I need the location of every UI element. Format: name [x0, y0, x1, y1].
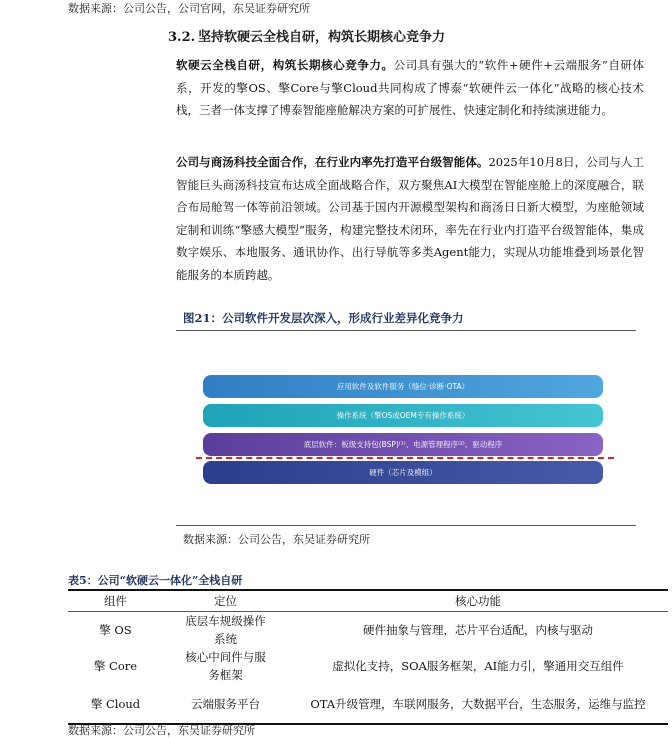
layer-low-level-software: 底层软件：板级支持包(BSP)⁽¹⁾、电源管理程序⁽²⁾、驱动程序	[203, 433, 603, 456]
table-header-row	[68, 590, 668, 611]
table-row	[68, 611, 668, 648]
cell-positioning	[163, 648, 288, 684]
paragraph-body: 2025年10月8日，公司与人工智能巨头商汤科技宣布达成全面战略合作，双方聚焦AI大模型在智能座舱上的深度融合，联合布局舱驾一体等前沿领域。公司基于国内开源模型架构和商汤日日新大模型，为座舱领域定制和训练“擎感大模型”服务，构建完整技术闭环，率先在行业内打造平台级智能体，集成数字娱乐、本地服务、通讯协作、出行导航等多类Agent能力，实现从功能堆叠到场景化智能服务的本质跨越。	[176, 155, 645, 282]
layer-os: 操作系统（擎OS或OEM专有操作系统）	[203, 404, 603, 427]
table-row	[68, 648, 668, 684]
cell-core-function	[288, 648, 668, 684]
paragraph-body: 公司具有强大的“软件+硬件+云端服务”自研体系，开发的擎OS、擎Core与擎Cloud共同构成了博泰“软硬件云一体化”战略的核心技术栈，三者一体支撑了博泰智能座舱解决方案的可扩展性、快速定制化和持续演进能力。	[176, 58, 645, 117]
section-title: 坚持软硬云全栈自研，构筑长期核心竞争力	[198, 30, 446, 45]
hardware-software-divider	[196, 457, 614, 459]
paragraph-sensetime	[176, 151, 644, 286]
cell-core-function-text: 虚拟化支持，SOA服务框架，AI能力引，擎通用交互组件	[332, 659, 624, 673]
section-number: 3.2.	[168, 30, 196, 45]
layer-hardware: 硬件（芯片及模组）	[203, 461, 603, 484]
figure-title: 图21：公司软件开发层次深入，形成行业差异化竞争力	[183, 311, 464, 325]
header-component: 组件	[104, 593, 127, 608]
source-note-top: 数据来源：公司公告，公司官网，东吴证券研究所	[68, 2, 310, 15]
cell-positioning	[163, 611, 288, 648]
paragraph-lead: 软硬云全栈自研，构筑长期核心竞争力。	[176, 58, 394, 72]
cell-core-function-text: 硬件抽象与管理，芯片平台适配，内核与驱动	[363, 622, 593, 637]
header-positioning: 定位	[214, 593, 237, 608]
cell-core-function-text: OTA升级管理，车联网服务，大数据平台，生态服务，运维与监控	[310, 696, 646, 711]
figure-bottom-rule	[176, 525, 636, 526]
stack-table	[68, 589, 668, 725]
cell-positioning-text: 核心中间件与服务框架	[185, 650, 266, 682]
table-title: 表5：公司“软硬云一体化”全栈自研	[68, 574, 243, 587]
cell-positioning-text: 云端服务平台	[191, 696, 260, 711]
cell-component: 擎 Cloud	[90, 696, 141, 711]
cell-component: 擎 OS	[99, 622, 132, 637]
cell-positioning	[163, 684, 288, 724]
paragraph-software-stack	[176, 54, 644, 122]
table-source-note: 数据来源：公司公告，东吴证券研究所	[68, 724, 255, 737]
header-core-function: 核心功能	[455, 593, 501, 608]
table-row	[68, 684, 668, 724]
cell-core-function	[288, 684, 668, 724]
cell-positioning-text: 底层车规级操作系统	[185, 613, 266, 646]
paragraph-lead: 公司与商汤科技全面合作，在行业内率先打造平台级智能体。	[176, 155, 489, 169]
cell-component: 擎 Core	[93, 659, 138, 673]
layer-application: 应用软件及软件服务（缝位·诊断·OTA）	[203, 375, 603, 398]
figure-top-rule	[176, 330, 636, 331]
figure-source-note: 数据来源：公司公告，东吴证券研究所	[183, 533, 370, 546]
section-heading	[168, 26, 445, 45]
cell-core-function	[288, 611, 668, 648]
